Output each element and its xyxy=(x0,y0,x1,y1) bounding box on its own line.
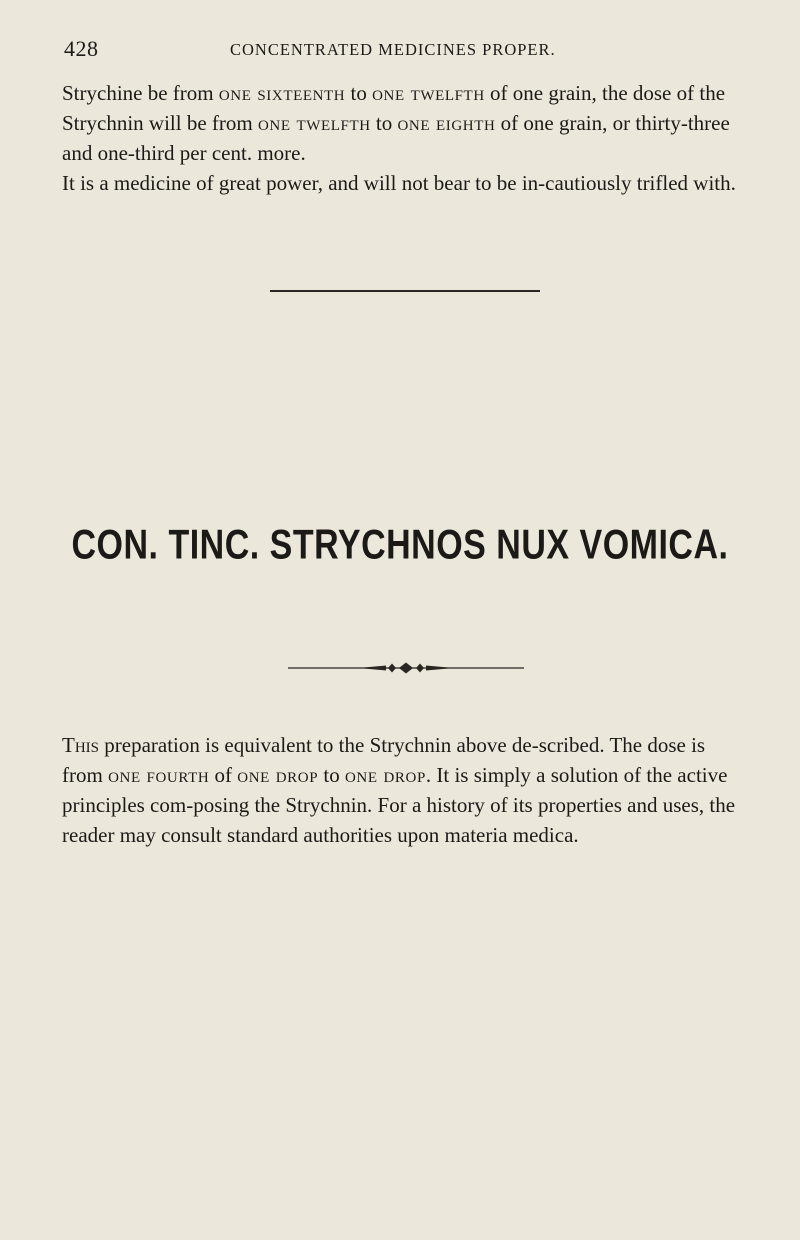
text-run: preparation is equivalent to the Strychnin above de-scribed. The dose is from xyxy=(62,733,706,787)
section-divider-rule xyxy=(270,290,540,292)
text-run-smallcaps: one fourth xyxy=(108,763,210,787)
text-run-smallcaps: one sixteenth xyxy=(218,81,346,105)
text-run: Strychine be from xyxy=(62,81,219,105)
text-run: to xyxy=(318,763,345,787)
text-run-lead: This xyxy=(62,733,99,757)
section-heading: CON. TINC. STRYCHNOS NUX VOMICA. xyxy=(71,522,729,569)
text-run: of one grain, or thirty-three and one-third per cent. more. xyxy=(62,111,730,165)
paragraph-dose xyxy=(62,78,738,168)
page-number: 428 xyxy=(64,36,99,61)
top-text-block xyxy=(62,78,738,198)
text-run-smallcaps: one twelfth xyxy=(257,111,371,135)
running-title: CONCENTRATED MEDICINES PROPER. xyxy=(230,40,556,59)
text-run: of xyxy=(209,763,238,787)
paragraph-warning: It is a medicine of great power, and will not bear to be in-cautiously trifled with. xyxy=(62,171,736,195)
text-run: . It is simply a solution of the active principles com-posing the Strychnin. For a history of its properties and uses, the reader may consult standard authorities upon materia medica. xyxy=(62,763,736,847)
running-head xyxy=(64,36,728,66)
paragraph-preparation xyxy=(62,730,738,850)
text-run-smallcaps: one eighth xyxy=(397,111,496,135)
text-run-smallcaps: one twelfth xyxy=(372,81,485,105)
text-run: of one grain, the dose of the Strychnin will be from xyxy=(62,81,726,135)
text-run-smallcaps: one drop xyxy=(237,763,319,787)
text-run-smallcaps: one drop xyxy=(345,763,426,787)
text-run: to xyxy=(345,81,373,105)
ornament-divider-icon xyxy=(288,662,524,674)
bottom-text-block xyxy=(62,730,738,850)
text-run: to xyxy=(370,111,398,135)
